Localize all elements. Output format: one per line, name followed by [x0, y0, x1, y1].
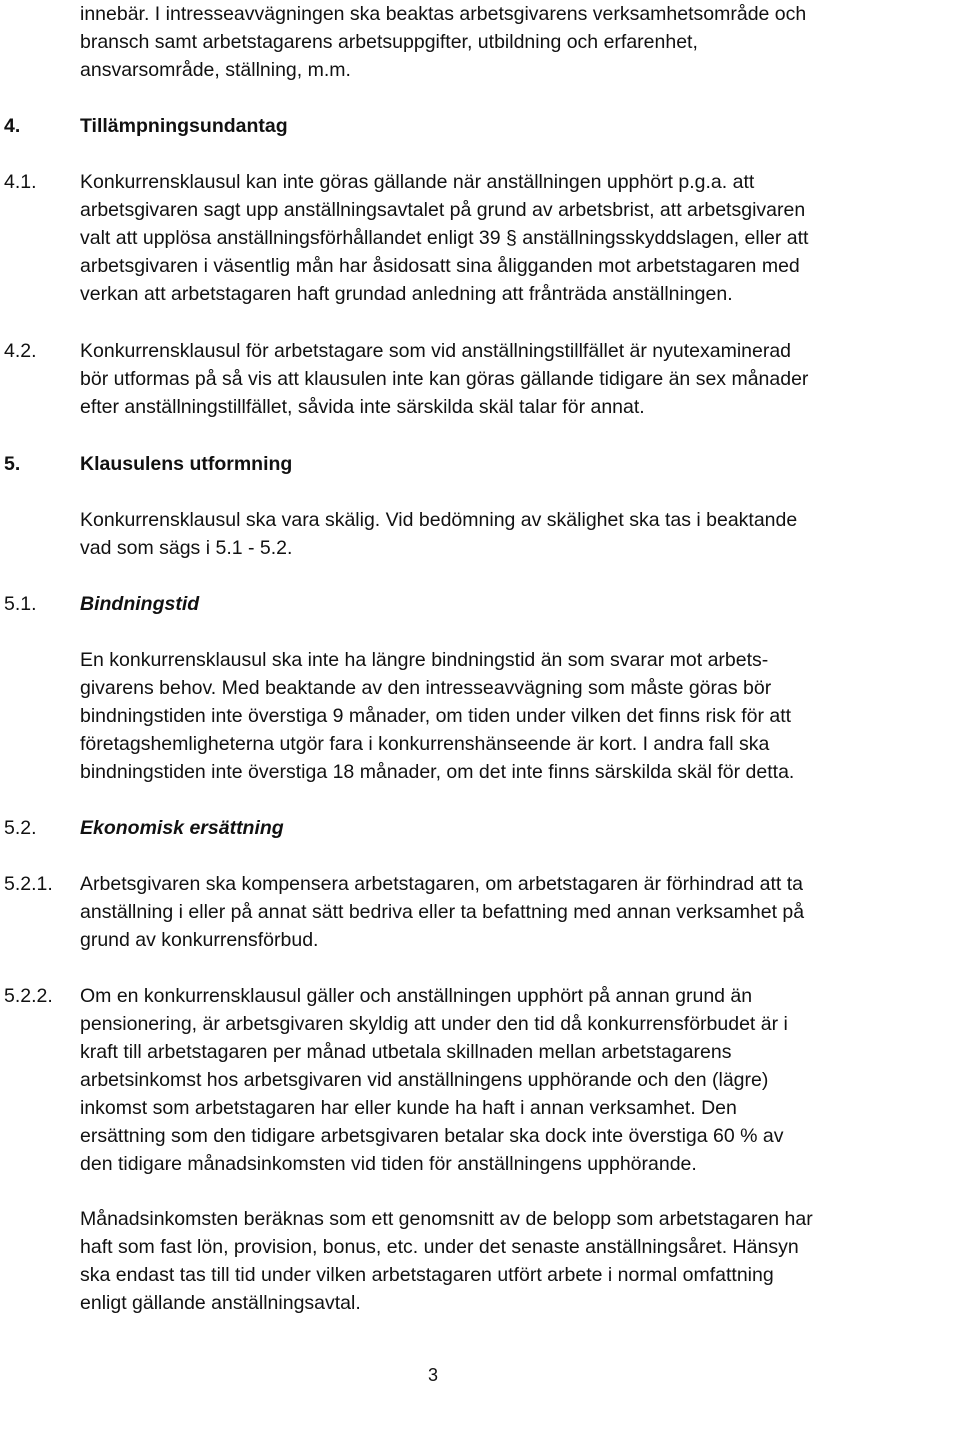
text-line: innebär. I intresseavvägningen ska beaktas arbetsgivarens verksamhetsområde och	[80, 3, 807, 25]
text-line: Månadsinkomsten beräknas som ett genomsnitt av de belopp som arbetstagaren har	[80, 1208, 813, 1230]
text-line: Konkurrensklausul för arbetstagare som vid anställningstillfället är nyutexaminerad	[80, 340, 792, 362]
clause-5-2-1-number: 5.2.1.	[4, 873, 53, 895]
text-line: bindningstiden inte överstiga 18 månader, om det inte finns särskilda skäl för detta.	[80, 761, 795, 783]
section-5-text	[80, 506, 880, 562]
clause-5-2-1-text	[80, 870, 880, 954]
section-5-heading: Klausulens utformning	[80, 453, 293, 475]
text-line: arbetsinkomst hos arbetsgivaren vid anställningens upphörande och den (lägre)	[80, 1069, 769, 1091]
clause-5-2-number: 5.2.	[4, 817, 37, 839]
clause-4-2-text	[80, 337, 880, 421]
text-line: företagshemligheterna utgör fara i konkurrenshänseende är kort. I andra fall ska	[80, 733, 770, 755]
intro-paragraph	[80, 0, 880, 84]
text-line: valt att upplösa anställningsförhållandet enligt 39 § anställningsskyddslagen, eller att	[80, 227, 809, 249]
text-line: Om en konkurrensklausul gäller och anställningen upphört på annan grund än	[80, 985, 753, 1007]
text-line: grund av konkurrensförbud.	[80, 929, 319, 951]
text-line: Arbetsgivaren ska kompensera arbetstagaren, om arbetstagaren är förhindrad att ta	[80, 873, 803, 895]
clause-5-2-2-number: 5.2.2.	[4, 985, 53, 1007]
clause-4-1-text	[80, 168, 880, 308]
clause-4-2-number: 4.2.	[4, 340, 37, 362]
text-line: kraft till arbetstagaren per månad utbetala skillnaden mellan arbetstagarens	[80, 1041, 732, 1063]
clause-5-2-2-text-continued	[80, 1205, 880, 1317]
section-4-heading: Tillämpningsundantag	[80, 115, 288, 137]
section-4-number: 4.	[4, 115, 21, 137]
text-line: En konkurrensklausul ska inte ha längre bindningstid än som svarar mot arbets-	[80, 649, 769, 671]
text-line: den tidigare månadsinkomsten vid tiden för anställningens upphörande.	[80, 1153, 697, 1175]
text-line: arbetsgivaren i väsentlig mån har åsidosatt sina åligganden mot arbetstagaren med	[80, 255, 800, 277]
text-line: pensionering, är arbetsgivaren skyldig att under den tid då konkurrensförbudet är i	[80, 1013, 788, 1035]
clause-5-1-heading: Bindningstid	[80, 593, 200, 615]
section-5-number: 5.	[4, 453, 21, 475]
clause-4-1-number: 4.1.	[4, 171, 37, 193]
clause-5-2-2-text	[80, 982, 880, 1178]
clause-5-2-heading: Ekonomisk ersättning	[80, 817, 284, 839]
text-line: ersättning som den tidigare arbetsgivaren betalar ska dock inte överstiga 60 % av	[80, 1125, 784, 1147]
text-line: verkan att arbetstagaren haft grundad anledning att frånträda anställningen.	[80, 283, 733, 305]
text-line: arbetsgivaren sagt upp anställningsavtalet på grund av arbetsbrist, att arbetsgivaren	[80, 199, 806, 221]
text-line: bindningstiden inte överstiga 9 månader, om tiden under vilken det finns risk för att	[80, 705, 792, 727]
clause-5-1-number: 5.1.	[4, 593, 37, 615]
text-line: efter anställningstillfället, såvida inte särskilda skäl talar för annat.	[80, 396, 645, 418]
text-line: bransch samt arbetstagarens arbetsuppgifter, utbildning och erfarenhet,	[80, 31, 698, 53]
page-number: 3	[427, 1365, 438, 1385]
text-line: bör utformas på så vis att klausulen inte kan göras gällande tidigare än sex månader	[80, 368, 809, 390]
text-line: haft som fast lön, provision, bonus, etc. under det senaste anställningsåret. Hänsyn	[80, 1236, 799, 1258]
text-line: ansvarsområde, ställning, m.m.	[80, 59, 351, 81]
text-line: Konkurrensklausul kan inte göras gällande när anställningen upphört p.g.a. att	[80, 171, 755, 193]
text-line: vad som sägs i 5.1 - 5.2.	[80, 537, 293, 559]
clause-5-1-text	[80, 646, 880, 786]
text-line: anställning i eller på annat sätt bedriva eller ta befattning med annan verksamhet på	[80, 901, 805, 923]
text-line: inkomst som arbetstagaren har eller kunde ha haft i annan verksamhet. Den	[80, 1097, 737, 1119]
text-line: givarens behov. Med beaktande av den intresseavvägning som måste göras bör	[80, 677, 772, 699]
text-line: ska endast tas till tid under vilken arbetstagaren utfört arbete i normal omfattning	[80, 1264, 774, 1286]
text-line: Konkurrensklausul ska vara skälig. Vid bedömning av skälighet ska tas i beaktande	[80, 509, 798, 531]
text-line: enligt gällande anställningsavtal.	[80, 1292, 361, 1314]
